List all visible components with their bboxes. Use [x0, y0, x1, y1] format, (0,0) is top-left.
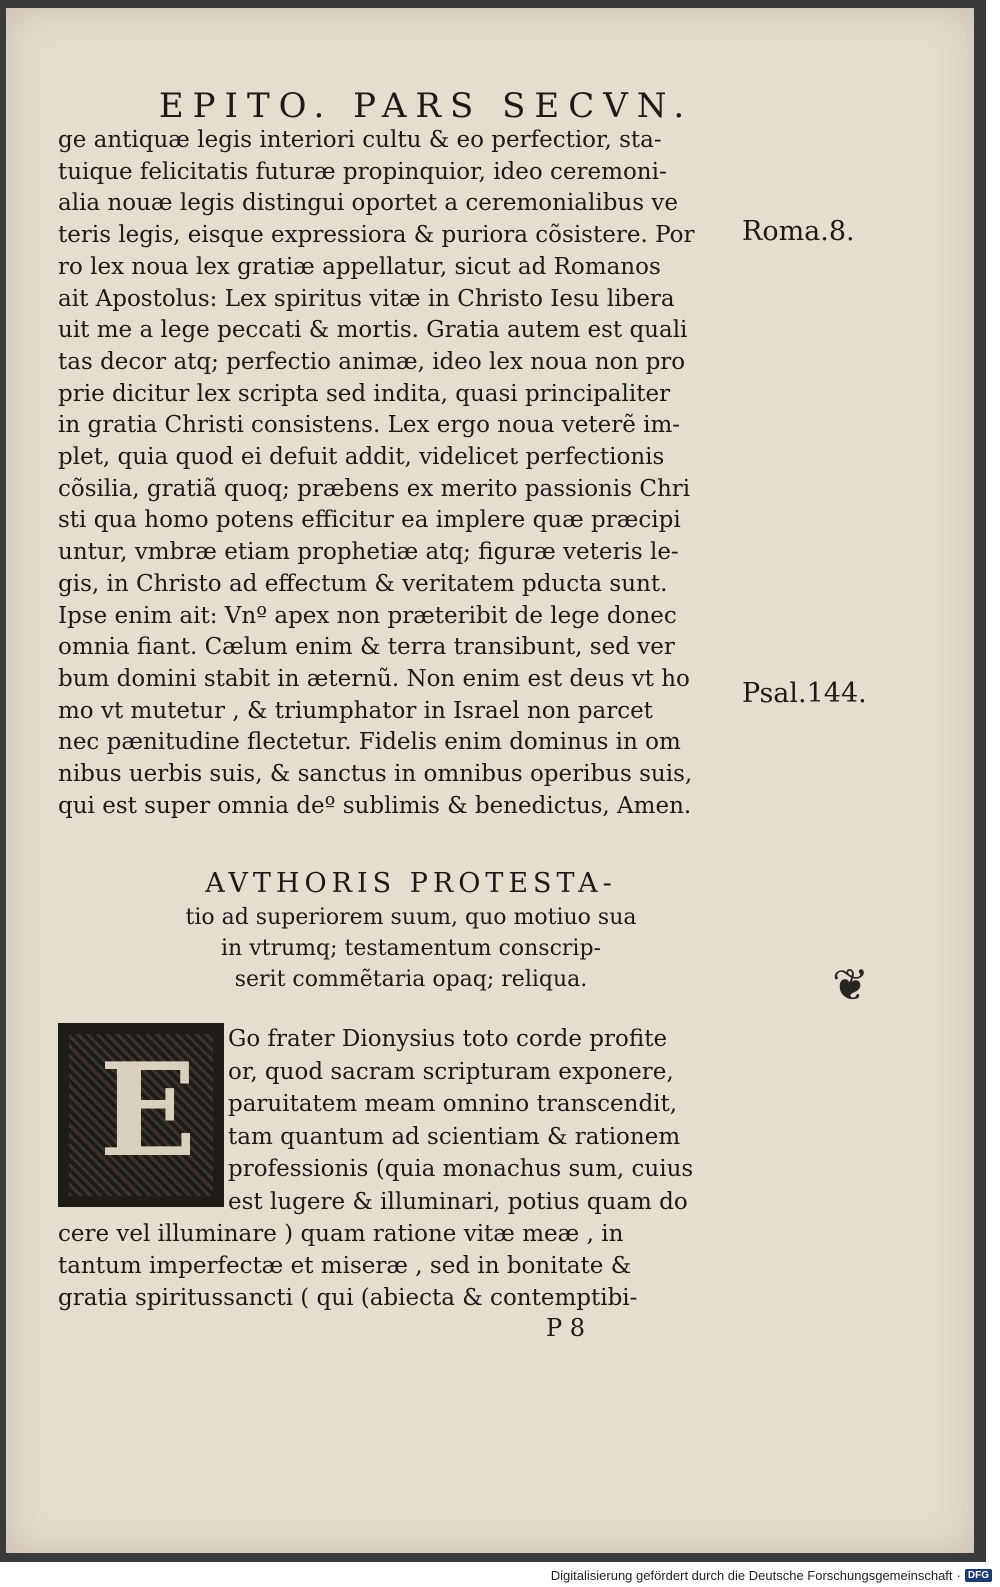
text-line: nec pænitudine flectetur. Fidelis enim dominus in om	[58, 729, 681, 756]
text-line: teris legis, eisque expressiora & puriora cõsistere. Por	[58, 222, 695, 249]
text-line: omnia fiant. Cælum enim & terra transibunt, sed ver	[58, 634, 675, 661]
footer-text: Digitalisierung gefördert durch die Deutsche Forschungsgemeinschaft	[550, 1568, 953, 1583]
text-line: tantum imperfectæ et miseræ , sed in bonitate &	[58, 1253, 632, 1279]
running-head: EPITO. PARS SECVN.	[158, 86, 694, 126]
margin-note-roma: Roma.8.	[742, 216, 855, 247]
margin-note-psal: Psal.144.	[742, 678, 867, 709]
section-heading-line: tio ad superiorem suum, quo motiuo sua	[185, 905, 637, 930]
decorated-initial	[58, 1023, 224, 1207]
text-line: mo vt mutetur , & triumphator in Israel non parcet	[58, 697, 653, 724]
text-line: Ipse enim ait: Vnº apex non præteribit de lege donec	[58, 602, 677, 629]
text-line: Go frater Dionysius toto corde profite	[228, 1026, 668, 1052]
paragraph-continuation	[58, 1218, 748, 1314]
text-line: cõsilia, gratiã quoq; præbens ex merito passionis Chri	[58, 475, 691, 502]
text-line: alia nouæ legis distingui oportet a ceremonialibus ve	[58, 190, 678, 217]
text-line: ro lex noua lex gratiæ appellatur, sicut ad Romanos	[58, 253, 661, 280]
section-heading-line: in vtrumq; testamentum conscrip-	[221, 936, 601, 961]
dfg-logo: DFG	[965, 1569, 992, 1582]
text-line: plet, quia quod ei defuit addit, videlicet perfectionis	[58, 444, 665, 471]
text-line: prie dicitur lex scripta sed indita, quasi principaliter	[58, 380, 671, 407]
text-line: tam quantum ad scientiam & rationem	[228, 1123, 681, 1150]
text-line: cere vel illuminare ) quam ratione vitæ meæ , in	[58, 1221, 624, 1247]
text-line: or, quod sacram scripturam exponere,	[228, 1058, 674, 1085]
text-line: nibus uerbis suis, & sanctus in omnibus operibus suis,	[58, 761, 693, 788]
text-line: paruitatem meam omnino transcendit,	[228, 1091, 678, 1117]
section-heading	[106, 866, 716, 995]
section-heading-line: serit commẽtaria opaq; reliqua.	[234, 967, 588, 992]
text-line: professionis (quia monachus sum, cuius	[228, 1156, 694, 1182]
section-heading-title: AVTHORIS PROTESTA-	[205, 868, 617, 899]
text-line: bum domini stabit in æternũ. Non enim est deus vt ho	[58, 665, 690, 692]
text-line: gratia spiritussancti ( qui (abiecta & contemptibi-	[58, 1285, 638, 1311]
footer-credit: Digitalisierung gefördert durch die Deutsche Forschungsgemeinschaft · DFG	[551, 1568, 992, 1583]
text-line: in gratia Christi consistens. Lex ergo noua veterẽ im-	[58, 412, 681, 439]
ornament-icon: ❦	[832, 960, 869, 1011]
text-line: sti qua homo potens efficitur ea implere quæ præcipi	[58, 507, 681, 534]
signature-mark: P 8	[546, 1314, 586, 1342]
text-line: tuique felicitatis futuræ propinquior, ideo ceremoni-	[58, 158, 667, 185]
initial-letter: E	[99, 1036, 197, 1186]
text-line: est lugere & illuminari, potius quam do	[228, 1188, 688, 1215]
text-line: uit me a lege peccati & mortis. Gratia autem est quali	[58, 317, 688, 344]
paragraph-beside-initial	[228, 1023, 748, 1218]
text-line: gis, in Christo ad effectum & veritatem pducta sunt.	[58, 570, 668, 597]
text-line: qui est super omnia deº sublimis & benedictus, Amen.	[58, 792, 692, 819]
text-line: ge antiquæ legis interiori cultu & eo perfectior, sta-	[58, 127, 662, 153]
text-line: untur, vmbræ etiam prophetiæ atq; figuræ veteris le-	[58, 539, 679, 566]
main-text-block	[58, 125, 748, 822]
text-line: tas decor atq; perfectio animæ, ideo lex noua non pro	[58, 348, 686, 375]
book-page	[6, 8, 974, 1553]
text-line: ait Apostolus: Lex spiritus vitæ in Christo Iesu libera	[58, 285, 675, 312]
